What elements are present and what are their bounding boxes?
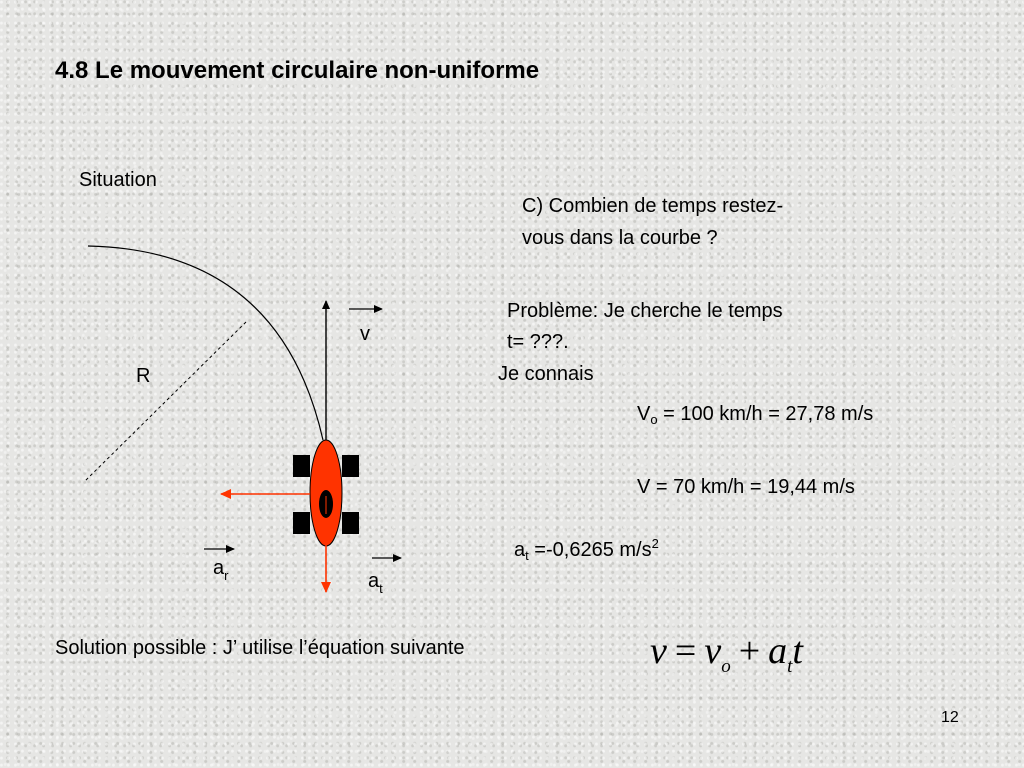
problem-line-1: Problème: Je cherche le temps	[507, 300, 783, 322]
v0-subscript: o	[650, 412, 658, 427]
eq-v0-sub: o	[721, 656, 731, 677]
solution-text: Solution possible : J’ utilise l’équation suivante	[55, 637, 465, 659]
eq-a-sub: t	[787, 656, 793, 677]
tangential-accel-label	[368, 570, 383, 596]
wheel-front-left	[293, 455, 310, 477]
situation-label: Situation	[79, 169, 157, 191]
at-exponent: 2	[651, 536, 659, 551]
at-subscript: t	[525, 548, 529, 563]
velocity-label: v	[360, 323, 370, 345]
v0-symbol: V	[637, 403, 651, 425]
at-symbol: a	[514, 539, 526, 561]
radius-line	[84, 322, 246, 482]
v0-value: = 100 km/h = 27,78 m/s	[657, 403, 874, 425]
wheel-front-right	[342, 455, 359, 477]
tangential-accel-subscript: t	[379, 581, 383, 596]
radial-accel-symbol: a	[213, 557, 225, 579]
radial-accel-label	[213, 557, 229, 583]
radius-label: R	[136, 365, 151, 387]
eq-lhs: v	[650, 630, 667, 672]
wheel-rear-right	[342, 512, 359, 534]
radial-accel-subscript: r	[224, 568, 229, 583]
question-line-2: vous dans la courbe ?	[522, 227, 718, 249]
known-label: Je connais	[498, 363, 594, 385]
page-number: 12	[941, 709, 959, 726]
eq-v0: v	[704, 630, 722, 672]
eq-plus: +	[738, 630, 761, 672]
eq-t: t	[792, 630, 803, 672]
tangential-accel-symbol: a	[368, 570, 380, 592]
at-value: =-0,6265 m/s	[528, 539, 652, 561]
final-velocity-line: V = 70 km/h = 19,44 m/s	[637, 476, 855, 498]
wheel-rear-left	[293, 512, 310, 534]
eq-equals: =	[674, 630, 697, 672]
problem-line-2: t= ???.	[507, 331, 569, 353]
slide-title: 4.8 Le mouvement circulaire non-uniforme	[55, 57, 540, 84]
question-line-1: C) Combien de temps restez-	[522, 195, 784, 217]
eq-a: a	[768, 630, 788, 672]
curve-path	[88, 246, 323, 440]
